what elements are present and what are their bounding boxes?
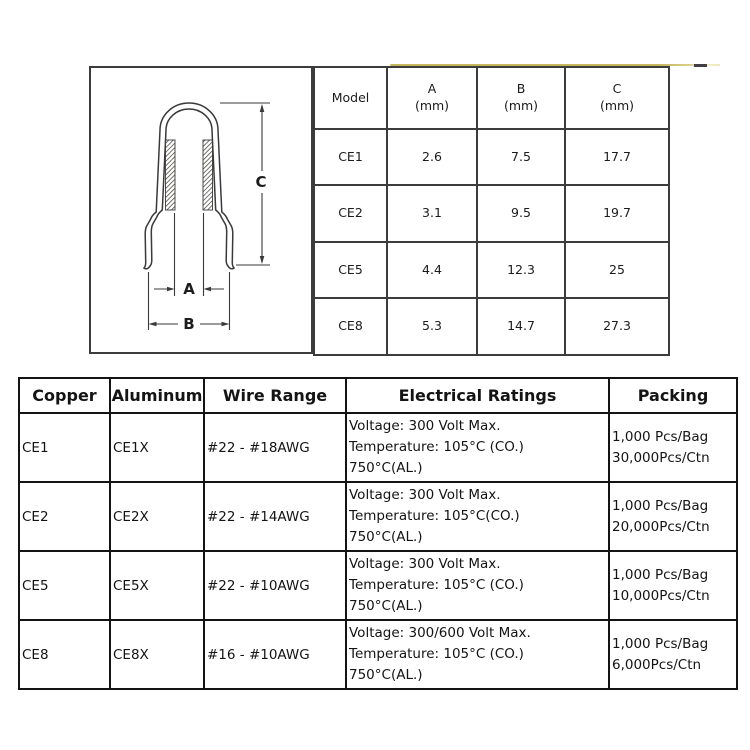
product-row-ce1: [19, 413, 737, 482]
connector-drawing-svg: [91, 68, 311, 352]
spec-cell-model: CE5: [314, 242, 387, 298]
cell-electrical-ratings: [346, 620, 609, 689]
product-row-ce2: [19, 482, 737, 551]
spec-row-ce8: [314, 298, 669, 355]
aluminum-model: CE5X: [113, 577, 149, 594]
spec-row-ce5: [314, 242, 669, 298]
connector-outer-outline: [144, 103, 234, 268]
spec-header-row: [314, 67, 669, 129]
wire-range-value: #22 - #18AWG: [207, 439, 310, 456]
spec-cell-c: 27.3: [565, 298, 669, 355]
spec-cell-c: 19.7: [565, 185, 669, 242]
spec-cell-a: 2.6: [387, 129, 477, 185]
wire-range-value: #22 - #14AWG: [207, 508, 310, 525]
spec-cell-a: 5.3: [387, 298, 477, 355]
connector-technical-drawing: [89, 66, 313, 354]
rating-voltage: Voltage: 300 Volt Max.: [349, 556, 501, 572]
rating-voltage: Voltage: 300 Volt Max.: [349, 418, 501, 434]
spec-cell-b: 14.7: [477, 298, 565, 355]
product-header-packing: Packing: [609, 378, 737, 413]
packing-bag: 1,000 Pcs/Bag: [612, 428, 709, 445]
packing-bag: 1,000 Pcs/Bag: [612, 635, 709, 652]
spec-cell-c: 17.7: [565, 129, 669, 185]
packing-bag: 1,000 Pcs/Bag: [612, 566, 709, 583]
spec-header-a: [387, 67, 477, 129]
rating-temperature-al: 750°C(AL.): [349, 529, 423, 545]
highlight-artifact-line: [390, 64, 694, 66]
spec-header-model: Model: [314, 67, 387, 129]
packing-carton: 20,000Pcs/Ctn: [612, 518, 710, 535]
cell-electrical-ratings: [346, 413, 609, 482]
product-header-electrical-ratings: Electrical Ratings: [346, 378, 609, 413]
cell-wire-range: [204, 413, 346, 482]
spec-cell-model: CE8: [314, 298, 387, 355]
cell-copper: [19, 413, 110, 482]
dim-a-arrow-right: [167, 287, 175, 292]
spec-header-c-letter: C: [612, 81, 622, 97]
connector-inner-outline: [150, 109, 228, 266]
cell-packing: [609, 620, 737, 689]
dim-label-b: B: [183, 315, 195, 333]
spec-table: [313, 66, 670, 356]
wire-range-value: #22 - #10AWG: [207, 577, 310, 594]
dim-c-arrow-up: [260, 104, 265, 112]
product-row-ce8: [19, 620, 737, 689]
packing-carton: 6,000Pcs/Ctn: [612, 656, 702, 673]
highlight-artifact-fade: [660, 64, 720, 66]
rating-temperature-al: 750°C(AL.): [349, 598, 423, 614]
spec-cell-model: CE1: [314, 129, 387, 185]
cell-copper: [19, 620, 110, 689]
spec-header-b-unit: (mm): [503, 98, 539, 113]
rating-temperature: Temperature: 105°C (CO.): [349, 646, 524, 662]
cell-aluminum: [110, 413, 204, 482]
spring-hatch-right: [203, 140, 213, 210]
aluminum-model: CE1X: [113, 439, 149, 456]
rating-temperature: Temperature: 105°C(CO.): [349, 508, 520, 524]
spec-header-c: [565, 67, 669, 129]
rating-voltage: Voltage: 300/600 Volt Max.: [349, 625, 531, 641]
packing-carton: 30,000Pcs/Ctn: [612, 449, 710, 466]
spring-hatch-left: [166, 140, 176, 210]
aluminum-model: CE2X: [113, 508, 149, 525]
cell-wire-range: [204, 620, 346, 689]
cell-copper: [19, 482, 110, 551]
wire-range-value: #16 - #10AWG: [207, 646, 310, 663]
cell-wire-range: [204, 551, 346, 620]
cell-copper: [19, 551, 110, 620]
dim-a-arrow-left: [204, 287, 212, 292]
rating-temperature: Temperature: 105°C (CO.): [349, 577, 524, 593]
spec-row-ce2: [314, 185, 669, 242]
cell-aluminum: [110, 620, 204, 689]
cell-wire-range: [204, 482, 346, 551]
copper-model: CE1: [22, 439, 49, 456]
product-table: [18, 377, 738, 690]
spec-cell-b: 12.3: [477, 242, 565, 298]
dim-c-arrow-down: [260, 256, 265, 264]
cell-electrical-ratings: [346, 551, 609, 620]
product-header-aluminum: Aluminum: [110, 378, 204, 413]
product-header-copper: Copper: [19, 378, 110, 413]
cell-packing: [609, 551, 737, 620]
dim-b-arrow-right: [222, 322, 230, 327]
dim-label-c: C: [255, 173, 267, 191]
cell-packing: [609, 413, 737, 482]
copper-model: CE8: [22, 646, 49, 663]
spec-header-a-letter: A: [427, 81, 437, 97]
product-header-row: [19, 378, 737, 413]
spec-header-b: [477, 67, 565, 129]
cell-aluminum: [110, 482, 204, 551]
dim-b-arrow-left: [149, 322, 157, 327]
spec-cell-b: 7.5: [477, 129, 565, 185]
dim-label-a: A: [183, 280, 195, 298]
spec-header-b-letter: B: [516, 81, 526, 97]
rating-temperature-al: 750°C(AL.): [349, 667, 423, 683]
spec-cell-model: CE2: [314, 185, 387, 242]
packing-carton: 10,000Pcs/Ctn: [612, 587, 710, 604]
spec-cell-b: 9.5: [477, 185, 565, 242]
rating-temperature-al: 750°C(AL.): [349, 460, 423, 476]
copper-model: CE5: [22, 577, 49, 594]
cell-aluminum: [110, 551, 204, 620]
spec-cell-a: 4.4: [387, 242, 477, 298]
spec-header-c-unit: (mm): [599, 98, 635, 113]
cell-electrical-ratings: [346, 482, 609, 551]
spec-row-ce1: [314, 129, 669, 185]
product-row-ce5: [19, 551, 737, 620]
packing-bag: 1,000 Pcs/Bag: [612, 497, 709, 514]
rating-temperature: Temperature: 105°C (CO.): [349, 439, 524, 455]
highlight-artifact-dash: [694, 64, 707, 67]
copper-model: CE2: [22, 508, 49, 525]
spec-cell-c: 25: [565, 242, 669, 298]
spec-header-a-unit: (mm): [414, 98, 450, 113]
cell-packing: [609, 482, 737, 551]
product-header-wire-range: Wire Range: [204, 378, 346, 413]
rating-voltage: Voltage: 300 Volt Max.: [349, 487, 501, 503]
spec-cell-a: 3.1: [387, 185, 477, 242]
aluminum-model: CE8X: [113, 646, 149, 663]
